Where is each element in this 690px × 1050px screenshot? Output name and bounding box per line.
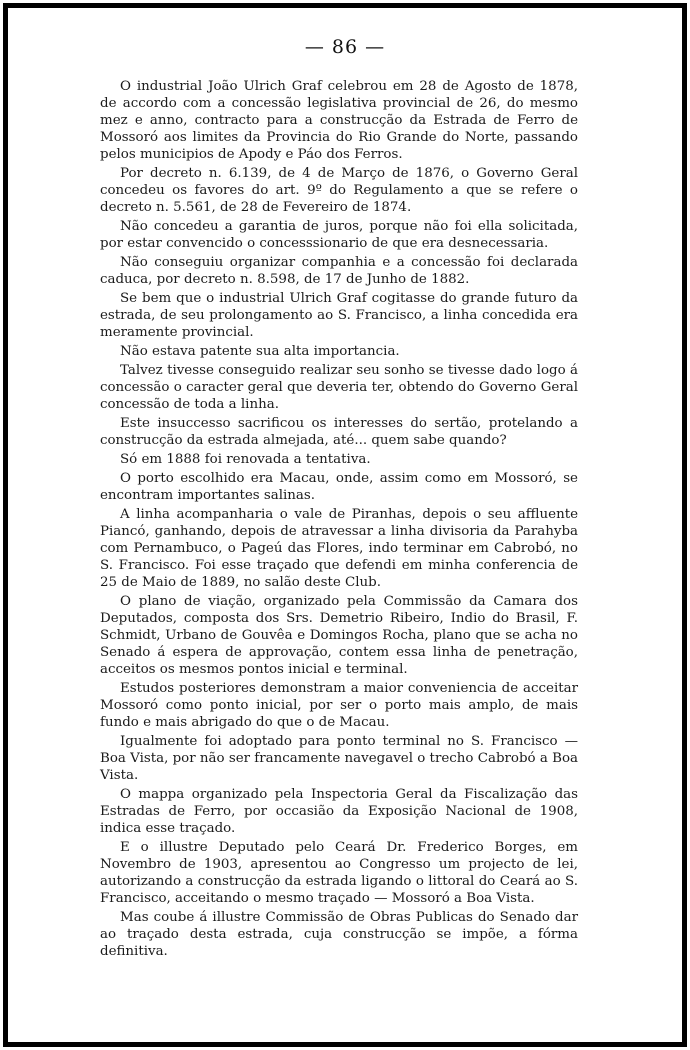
paragraph-12: O plano de viação, organizado pela Commissão da Camara dos Deputados, composta dos Srs. Demetrio Ribeiro, Indio do Brasil, F. Schmidt, Urbano de Gouvêa e Domingos Rocha, plano que se acha no Senado á espera de approvação, contem essa linha de penetração, acceitos os mesmos pontos inicial e terminal. <box>100 594 578 677</box>
paragraph-10: O porto escolhido era Macau, onde, assim como em Mossoró, se encontram importantes salinas. <box>100 471 578 503</box>
paragraph-11: A linha acompanharia o vale de Piranhas, depois o seu affluente Piancó, ganhando, depois de atravessar a linha divisoria da Parahyba com Pernambuco, o Pageú das Flores, indo terminar em Cabrobó, no S. Francisco. Foi esse traçado que defendi em minha conferencia de 25 de Maio de 1889, no salão deste Club. <box>100 507 578 590</box>
paragraph-8: Este insuccesso sacrificou os interesses do sertão, protelando a construcção da estrada almejada, até... quem sabe quando? <box>100 416 578 448</box>
paragraph-1: O industrial João Ulrich Graf celebrou em 28 de Agosto de 1878, de accordo com a concessão legislativa provincial de 26, do mesmo mez e anno, contracto para a construcção da Estrada de Ferro de Mossoró aos limites da Provincia do Rio Grande do Norte, passando pelos municipios de Apody e Páo dos Ferros. <box>100 79 578 162</box>
paragraph-15: O mappa organizado pela Inspectoria Geral da Fiscalização das Estradas de Ferro, por occasião da Exposição Nacional de 1908, indica esse traçado. <box>100 787 578 836</box>
paragraph-17: Mas coube á illustre Commissão de Obras Publicas do Senado dar ao traçado desta estrada, cuja construcção se impõe, a fórma definitiva. <box>100 910 578 959</box>
paragraph-4: Não conseguiu organizar companhia e a concessão foi declarada caduca, por decreto n. 8.598, de 17 de Junho de 1882. <box>100 255 578 287</box>
page-number: — 86 — <box>304 36 386 58</box>
paragraph-14: Igualmente foi adoptado para ponto terminal no S. Francisco — Boa Vista, por não ser francamente navegavel o trecho Cabrobó a Boa Vista. <box>100 734 578 783</box>
body-text <box>100 78 578 962</box>
paragraph-3: Não concedeu a garantia de juros, porque não foi ella solicitada, por estar convencido o concesssionario de que era desnecessaria. <box>100 219 578 251</box>
paragraph-16: E o illustre Deputado pelo Ceará Dr. Frederico Borges, em Novembro de 1903, apresentou ao Congresso um projecto de lei, autorizando a construcção da estrada ligando o littoral do Ceará ao S. Francisco, acceitando o mesmo traçado — Mossoró a Boa Vista. <box>100 840 578 906</box>
paragraph-7: Talvez tivesse conseguido realizar seu sonho se tivesse dado logo á concessão o caracter geral que deveria ter, obtendo do Governo Geral concessão de toda a linha. <box>100 363 578 412</box>
paragraph-9: Só em 1888 foi renovada a tentativa. <box>120 452 371 467</box>
paragraph-13: Estudos posteriores demonstram a maior conveniencia de acceitar Mossoró como ponto inicial, por ser o porto mais amplo, de mais fundo e mais abrigado do que o de Macau. <box>100 681 578 730</box>
paragraph-2: Por decreto n. 6.139, de 4 de Março de 1876, o Governo Geral concedeu os favores do art. 9º do Regulamento a que se refere o decreto n. 5.561, de 28 de Fevereiro de 1874. <box>100 166 578 215</box>
paragraph-5: Se bem que o industrial Ulrich Graf cogitasse do grande futuro da estrada, de seu prolongamento ao S. Francisco, a linha concedida era meramente provincial. <box>100 291 578 340</box>
paragraph-6: Não estava patente sua alta importancia. <box>120 344 400 359</box>
